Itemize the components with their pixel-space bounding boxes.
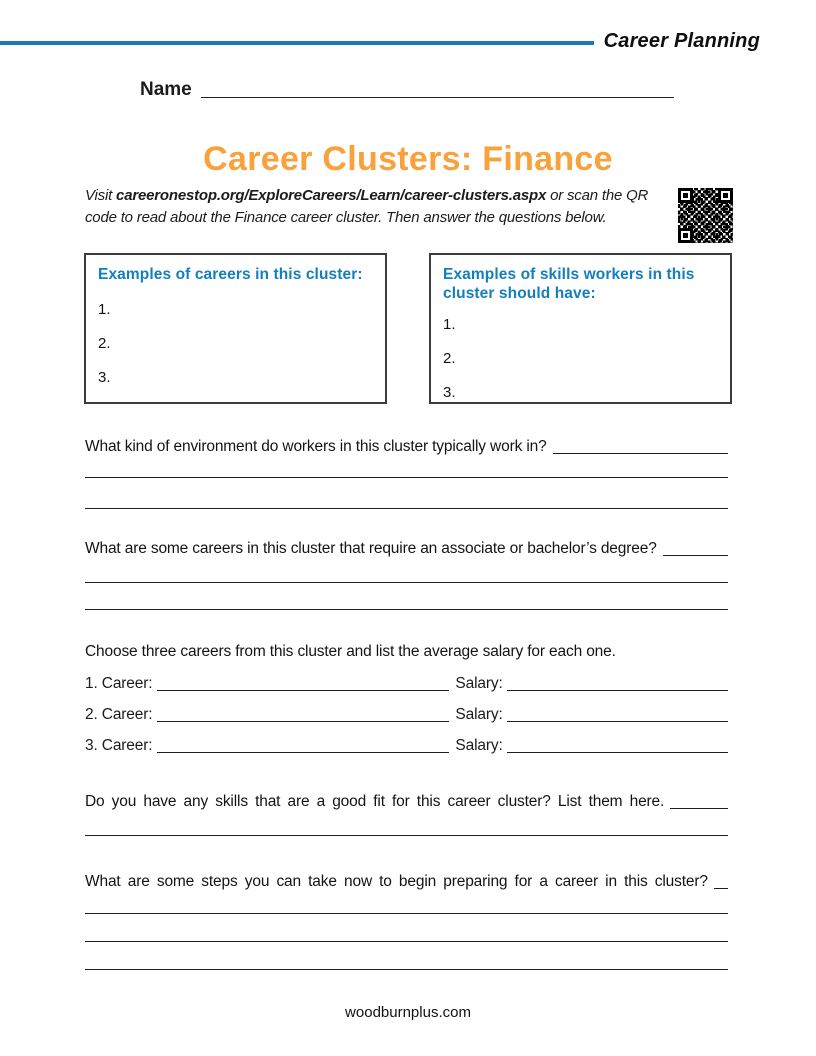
steps-answer-line-3[interactable]: [85, 942, 728, 970]
intro-text: [85, 185, 668, 229]
degree-answer-line-0[interactable]: [663, 555, 728, 556]
degree-answer-line-2[interactable]: [85, 583, 728, 610]
name-field-row: [140, 79, 674, 101]
degree-answer-line-1[interactable]: [85, 558, 728, 583]
careers-item-3[interactable]: 3.: [98, 369, 111, 386]
footer-url: woodburnplus.com: [345, 1004, 471, 1021]
careers-examples-box: [84, 253, 387, 404]
careers-box-heading: Examples of careers in this cluster:: [98, 266, 363, 283]
career-3-label: 3. Career:: [85, 737, 153, 754]
salary-1-input-line[interactable]: [507, 690, 728, 691]
salary-3-label: Salary:: [455, 737, 503, 754]
question-degree-text: What are some careers in this cluster that require an associate or bachelor’s degree?: [85, 540, 657, 557]
question-degree-block: [85, 540, 728, 610]
career-salary-rows: [85, 670, 728, 755]
page-header-label: Career Planning: [603, 30, 760, 52]
career-row-1: [85, 670, 728, 693]
skills-item-3[interactable]: 3.: [443, 384, 456, 401]
name-input-line[interactable]: [201, 97, 674, 98]
question-environment-block: [85, 438, 728, 509]
intro-suffix: or scan the QR code to read about the Finance career cluster. Then answer the questions below.: [85, 187, 649, 226]
career-2-input-line[interactable]: [157, 721, 449, 722]
question-steps-text: What are some steps you can take now to begin preparing for a career in this cluster?: [85, 873, 708, 890]
steps-answer-line-1[interactable]: [85, 891, 728, 914]
salary-3-input-line[interactable]: [507, 752, 728, 753]
skills-answer-line-0[interactable]: [670, 808, 728, 809]
careers-item-2[interactable]: 2.: [98, 335, 111, 352]
career-row-2: [85, 701, 728, 724]
environment-answer-line-1[interactable]: [85, 456, 728, 478]
career-1-label: 1. Career:: [85, 675, 153, 692]
career-1-input-line[interactable]: [157, 690, 449, 691]
question-skills-block: [85, 793, 728, 836]
question-steps-block: [85, 873, 728, 970]
careers-item-1[interactable]: 1.: [98, 301, 111, 318]
salary-2-input-line[interactable]: [507, 721, 728, 722]
qr-code-icon: [678, 188, 733, 243]
qr-finder-top-left: [678, 188, 693, 203]
qr-finder-top-right: [718, 188, 733, 203]
skills-examples-box: [429, 253, 732, 404]
choose-three-text: Choose three careers from this cluster and list the average salary for each one.: [85, 643, 616, 660]
salary-1-label: Salary:: [455, 675, 503, 692]
career-row-3: [85, 732, 728, 755]
intro-prefix: Visit: [85, 187, 117, 204]
steps-answer-line-2[interactable]: [85, 914, 728, 942]
salary-2-label: Salary:: [455, 706, 503, 723]
example-boxes: [84, 253, 732, 404]
skills-answer-line-1[interactable]: [85, 811, 728, 836]
question-skills-text: Do you have any skills that are a good fit for this career cluster? List them here.: [85, 793, 665, 810]
question-environment-text: What kind of environment do workers in this cluster typically work in?: [85, 438, 547, 455]
career-3-input-line[interactable]: [157, 752, 449, 753]
skills-item-2[interactable]: 2.: [443, 350, 456, 367]
page-title: Career Clusters: Finance: [203, 140, 613, 178]
environment-answer-line-2[interactable]: [85, 478, 728, 509]
skills-box-heading: Examples of skills workers in this cluster should have:: [443, 266, 695, 302]
intro-section: [85, 185, 733, 243]
skills-item-1[interactable]: 1.: [443, 316, 456, 333]
intro-url: careeronestop.org/ExploreCareers/Learn/career-clusters.aspx: [116, 187, 547, 204]
environment-answer-line-0[interactable]: [553, 453, 728, 454]
choose-three-block: [85, 643, 728, 661]
name-label: Name: [140, 79, 192, 100]
career-2-label: 2. Career:: [85, 706, 153, 723]
qr-finder-bottom-left: [678, 228, 693, 243]
steps-answer-line-0[interactable]: [714, 888, 728, 889]
